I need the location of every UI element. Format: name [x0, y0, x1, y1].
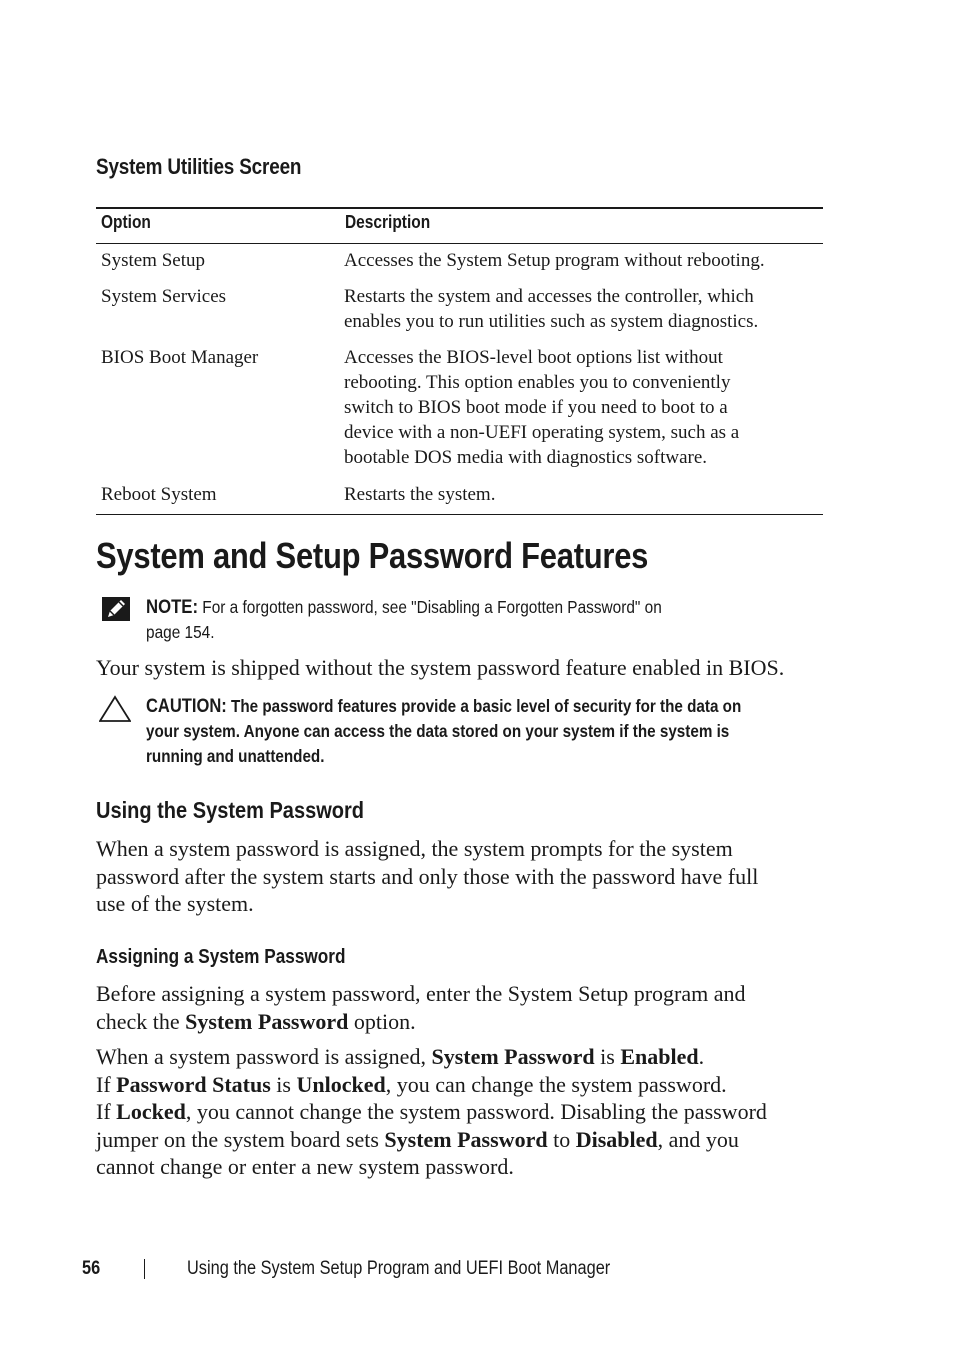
footer-page-number: 56	[82, 1258, 101, 1279]
table-header-rule	[96, 243, 823, 244]
assign-paragraph: Before assigning a system password, enter the System Setup program and check the System Password option.	[96, 981, 746, 1034]
pencil-note-icon	[101, 596, 131, 622]
page-title: System and Setup Password Features	[96, 535, 649, 576]
table-header-description: Description	[345, 212, 431, 232]
table-top-rule	[96, 207, 823, 209]
note-text: NOTE: For a forgotten password, see "Disabling a Forgotten Password" on page 154.	[146, 597, 662, 642]
table-header-option: Option	[101, 212, 151, 232]
caution-triangle-icon	[99, 695, 131, 723]
system-password-paragraph: When a system password is assigned, the system prompts for the system password after the system starts and only those with the password have full use of the system.	[96, 836, 759, 916]
row-description: Accesses the System Setup program without rebooting.	[344, 250, 765, 271]
caution-text: CAUTION: The password features provide a basic level of security for the data on your system. Anyone can access the data stored on your system if the system is running and unattended.	[146, 696, 742, 766]
caution-label: CAUTION:	[146, 696, 227, 717]
table-bottom-rule	[96, 514, 823, 515]
row-description: Restarts the system.	[344, 484, 496, 505]
subsub-heading: Assigning a System Password	[96, 946, 346, 968]
note-label: NOTE:	[146, 597, 199, 618]
section-heading: System Utilities Screen	[96, 154, 302, 179]
footer-separator	[144, 1259, 145, 1279]
row-option: BIOS Boot Manager	[101, 347, 259, 368]
sub-heading: Using the System Password	[96, 797, 365, 823]
intro-paragraph: Your system is shipped without the system password feature enabled in BIOS.	[96, 655, 785, 680]
footer-running-title: Using the System Setup Program and UEFI Boot Manager	[187, 1258, 611, 1279]
status-paragraph: When a system password is assigned, System Password is Enabled. If Password Status is Unlocked, you can change the system password. If Locked, you cannot change the system password. Disabling the password jumper on the system board sets System Password to Disabled, and you cannot change or enter a new system password.	[96, 1044, 767, 1179]
row-description: Restarts the system and accesses the controller, which enables you to run utilities such as system diagnostics.	[344, 286, 759, 332]
row-option: System Setup	[101, 250, 205, 271]
row-description: Accesses the BIOS-level boot options list without rebooting. This option enables you to conveniently switch to BIOS boot mode if you need to boot to a device with a non-UEFI operating system, such as a bootable DOS media with diagnostics software.	[344, 347, 740, 468]
row-option: Reboot System	[101, 484, 217, 505]
row-option: System Services	[101, 286, 227, 307]
